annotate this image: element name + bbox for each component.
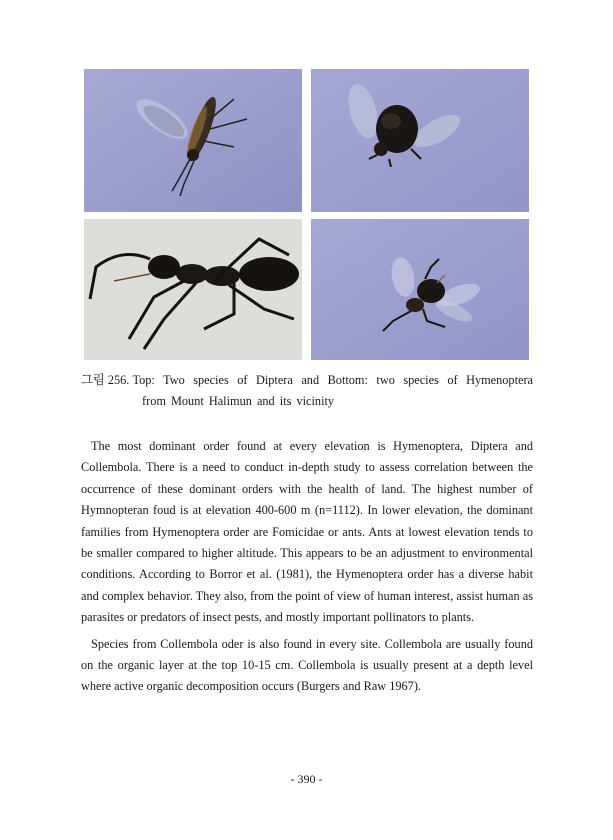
caption-line-2: from Mount Halimun and its vicinity (142, 394, 335, 408)
page-number: - 390 - (290, 772, 323, 786)
caption-label: 그림 256. (81, 373, 130, 387)
body-text (81, 436, 533, 698)
figure-caption (81, 370, 533, 412)
photo-ant (84, 219, 302, 360)
paragraph-2: Species from Collembola oder is also found in every site. Collembola are usually found on the organic layer at the top 10-15 cm. Collembola is usually present at a depth level where active organic decomposition occurs (Burgers and Raw 1967). (81, 636, 533, 694)
paragraph-1: The most dominant order found at every elevation is Hymenoptera, Diptera and Collembola. There is a need to conduct in-depth study to assess correlation between the occurrence of these dominant orders with the health of land. The highest number of Hymnopteran foud is at elevation 400-600 m (n=1112). In lower elevation, the dominant families from Hymenoptera order are Fomicidae or ants. Ants at lowest elevation tends to be smaller compared to higher altitude. This appears to be an adjustment to environmental conditions. According to Borror et al. (1981), the Hymenoptera order has a diverse habit and complex behavior. They also, from the point of view of human interest, assist human as parasites or predators of insect pests, and mostly important pollinators to plants. (81, 439, 533, 625)
caption-line-1: Top: Two species of Diptera and Bottom: two species of Hymenoptera (132, 373, 533, 387)
photo-fly-2 (311, 69, 529, 212)
photo-wasp (311, 219, 529, 360)
photo-fly-1 (84, 69, 302, 212)
